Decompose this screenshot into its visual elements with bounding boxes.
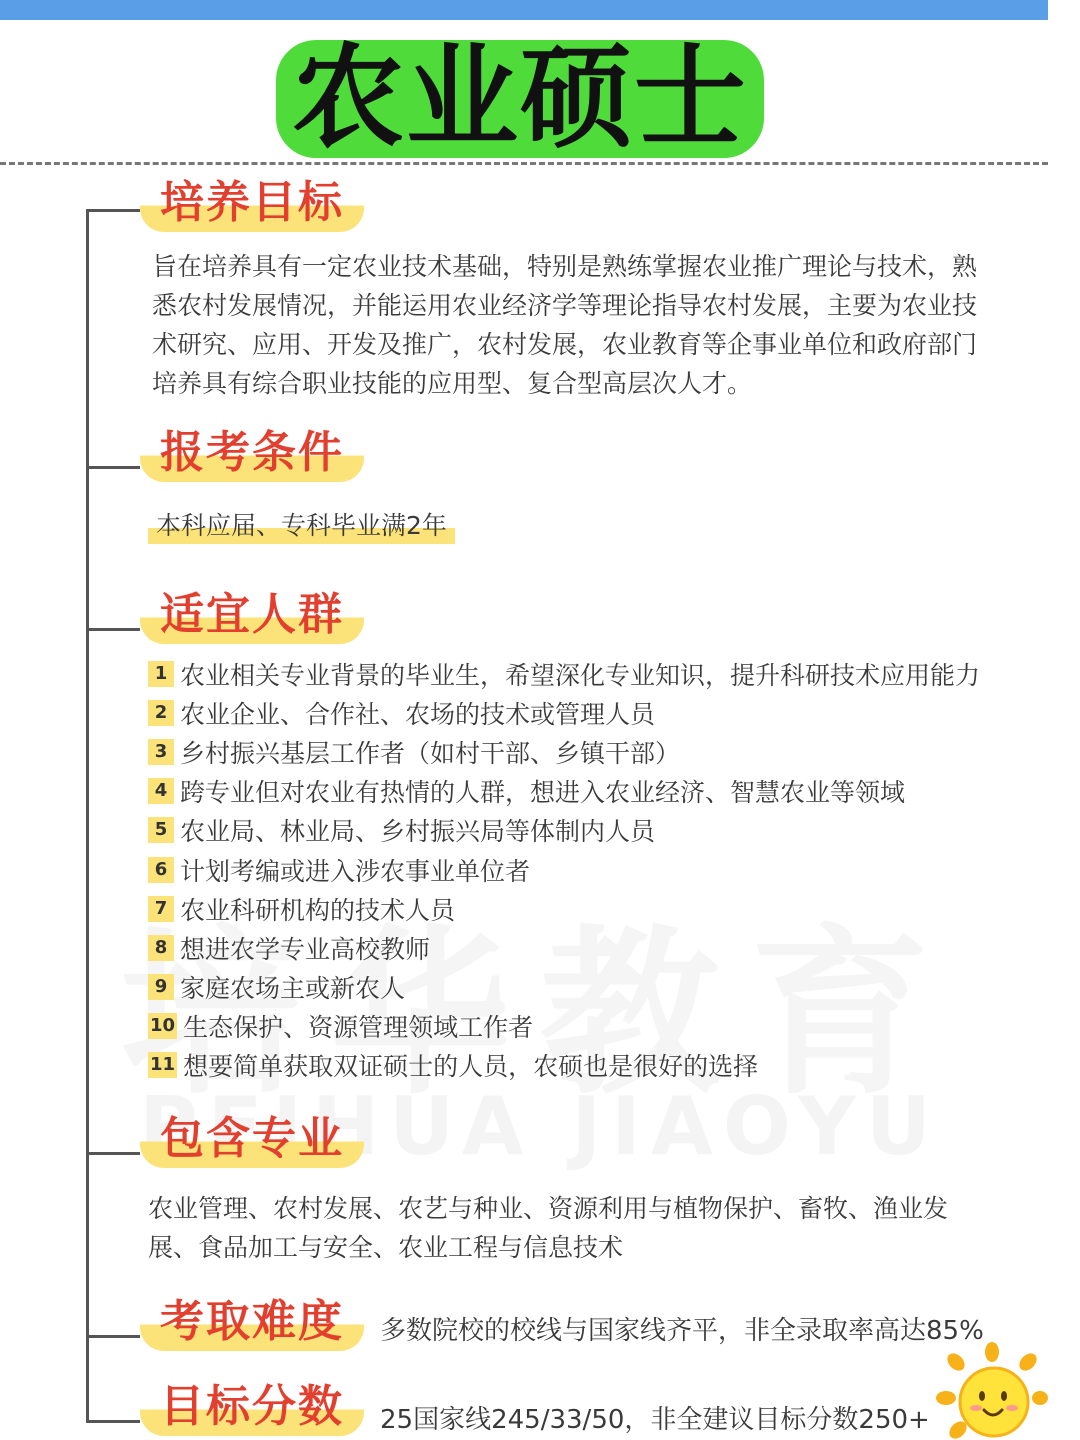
list-item	[148, 1046, 980, 1085]
page-title: 农业硕士	[292, 33, 748, 163]
list-item	[148, 654, 980, 693]
difficulty-text: 多数院校的校线与国家线齐平，非全录取率高达85%	[380, 1316, 984, 1346]
item-text: 想进农学专业高校教师	[180, 934, 431, 964]
tree-branch-goal	[86, 209, 140, 212]
majors-paragraph	[148, 1189, 1028, 1267]
list-item	[148, 968, 980, 1007]
section-title-goal: 培养目标	[160, 177, 344, 228]
item-number-badge: 8	[148, 935, 174, 961]
item-number-badge: 7	[148, 896, 174, 922]
item-text: 乡村振兴基层工作者（如村干部、乡镇干部）	[180, 738, 681, 768]
item-text: 家庭农场主或新农人	[180, 974, 406, 1004]
top-color-bar	[0, 0, 1048, 20]
section-title-score: 目标分数	[160, 1381, 344, 1432]
conditions-text: 本科应届、专科毕业满2年	[148, 508, 455, 544]
section-header-audience	[140, 589, 364, 644]
section-header-majors	[140, 1113, 364, 1168]
list-item	[148, 928, 980, 967]
list-item	[148, 772, 980, 811]
tree-branch-conditions	[86, 466, 140, 469]
item-text: 农业局、林业局、乡村振兴局等体制内人员	[180, 817, 656, 847]
tree-branch-score	[86, 1420, 140, 1423]
audience-list	[148, 654, 980, 1085]
item-text: 农业相关专业背景的毕业生，希望深化专业知识，提升科研技术应用能力	[180, 660, 981, 690]
item-text: 生态保护、资源管理领域工作者	[183, 1013, 534, 1043]
item-number-badge: 3	[148, 739, 174, 765]
majors-line: 展、食品加工与安全、农业工程与信息技术	[148, 1233, 624, 1262]
list-item	[148, 732, 980, 771]
section-header-score	[140, 1381, 364, 1436]
list-item	[148, 889, 980, 928]
section-header-conditions	[140, 427, 364, 482]
list-item	[148, 693, 980, 732]
section-title-majors: 包含专业	[160, 1113, 344, 1164]
sun-sticker-icon	[936, 1342, 1048, 1440]
item-number-badge: 1	[148, 661, 174, 687]
item-number-badge: 6	[148, 857, 174, 883]
tree-branch-difficulty	[86, 1335, 140, 1338]
section-title-difficulty: 考取难度	[160, 1296, 344, 1347]
section-header-goal	[140, 177, 364, 232]
item-text: 计划考编或进入涉农事业单位者	[180, 856, 531, 886]
item-text: 农业企业、合作社、农场的技术或管理人员	[180, 699, 656, 729]
section-title-conditions: 报考条件	[160, 427, 344, 478]
section-header-difficulty	[140, 1296, 364, 1351]
item-number-badge: 9	[148, 974, 174, 1000]
item-number-badge: 10	[148, 1013, 177, 1039]
item-number-badge: 11	[148, 1052, 177, 1078]
item-number-badge: 5	[148, 817, 174, 843]
score-text: 25国家线245/33/50，非全建议目标分数250+	[380, 1405, 930, 1435]
item-number-badge: 2	[148, 700, 174, 726]
tree-spine	[86, 209, 89, 1422]
goal-line: 术研究、应用、开发及推广，农村发展，农业教育等企事业单位和政府部门	[152, 330, 978, 359]
item-text: 农业科研机构的技术人员	[180, 895, 456, 925]
goal-paragraph	[152, 247, 1032, 403]
title-block	[270, 28, 770, 168]
item-text: 跨专业但对农业有热情的人群，想进入农业经济、智慧农业等领域	[180, 778, 906, 808]
list-item	[148, 1007, 980, 1046]
list-item	[148, 850, 980, 889]
section-title-audience: 适宜人群	[160, 589, 344, 640]
tree-branch-majors	[86, 1152, 140, 1155]
item-text: 想要简单获取双证硕士的人员，农硕也是很好的选择	[183, 1052, 759, 1082]
item-number-badge: 4	[148, 778, 174, 804]
list-item	[148, 811, 980, 850]
tree-branch-audience	[86, 628, 140, 631]
goal-line: 旨在培养具有一定农业技术基础，特别是熟练掌握农业推广理论与技术，熟	[152, 252, 978, 281]
majors-line: 农业管理、农村发展、农艺与种业、资源利用与植物保护、畜牧、渔业发	[148, 1194, 949, 1223]
goal-line: 培养具有综合职业技能的应用型、复合型高层次人才。	[152, 369, 753, 398]
dashed-divider	[0, 162, 1048, 165]
goal-line: 悉农村发展情况，并能运用农业经济学等理论指导农村发展，主要为农业技	[152, 291, 978, 320]
